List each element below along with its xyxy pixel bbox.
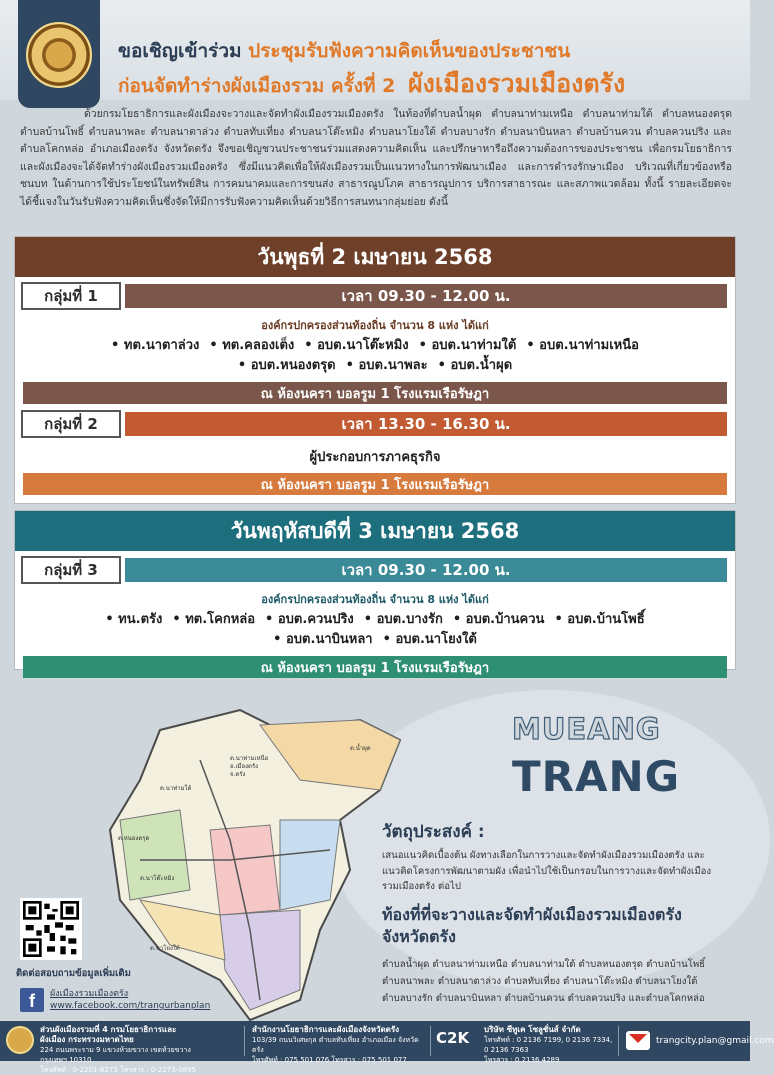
org-item: • ทต.โคกหล่อ — [172, 610, 255, 630]
org-item: • อบต.บ้านโพธิ์ — [554, 610, 644, 630]
department-seal-icon — [26, 22, 92, 88]
map-label: ต.นาโยงใต้ — [150, 945, 180, 952]
gmail-icon — [626, 1031, 650, 1050]
facebook-link[interactable] — [50, 988, 210, 1012]
group3-venue: ณ ห้องนครา บอลรูม 1 โรงแรมเรือรัษฎา — [23, 656, 727, 678]
map-label: ต.หนองตรุด — [118, 835, 150, 842]
brand-trang: TRANG — [512, 752, 681, 801]
org-item: • อบต.นาพละ — [346, 356, 428, 376]
facebook-icon[interactable]: f — [20, 988, 44, 1012]
footer-org2-name: สำนักงานโยธาธิการและผังเมืองจังหวัดตรัง — [252, 1025, 400, 1034]
org-item: • อบต.บางรัก — [364, 610, 443, 630]
map-label: อ.เมืองตรัง — [230, 763, 259, 770]
footer-org3-fax: โทรสาร : 0 2136 4289 — [484, 1056, 560, 1064]
map-illustration — [100, 700, 430, 1030]
district-map — [100, 700, 430, 1030]
intro-paragraph: ด้วยกรมโยธาธิการและผังเมืองจะวางและจัดทำผังเมืองรวมเมืองตรัง ในท้องที่ตำบลน้ำผุด ตำบลนาท่ามเหนือ ตำบลนาท่ามใต้ ตำบลหนองตรุด ตำบลบ้านโพธิ์ ตำบลนาพละ ตำบลนาตาล่วง ตำบลทับเที่ยง ตำบลนาโต๊ะหมิง ตำบลนาโยงใต้ ตำบลบางรัก ตำบลนาบินหลา ตำบลบ้านควน ตำบลควนปริง และตำบลโคกหล่อ อำเภอเมืองตรัง จังหวัดตรัง จึงขอเชิญชวนประชาชนร่วมแสดงความคิดเห็น และปรึกษาหารือถึงความต้องการของประชาชน เพื่อกรมโยธาธิการและผังเมืองจะได้จัดทำร่างผังเมืองรวมเมืองตรัง ซึ่งมีแนวคิดเพื่อให้ผังเมืองรวมเป็นแนวทางในการพัฒนาเมือง และการดำรงรักษาเมือง บริเวณที่เกี่ยวข้องหรือชนบท ในด้านการใช้ประโยชน์ในทรัพย์สิน การคมนาคมและการขนส่ง สาธารณูปโภค สาธารณูปการ บริการสาธารณะ และสภาพแวดล้อม ทั้งนี้ รายละเอียดจะได้ชี้แจงในวันรับฟังความคิดเห็นซึ่งจัดให้มีการรับฟังความคิดเห็นด้วยวิธีการสนทนากลุ่มย่อย ดังนี้ — [20, 108, 732, 208]
map-label: ต.น้ำผุด — [350, 745, 371, 752]
org-item: • ทต.คลองเต็ง — [209, 336, 294, 356]
map-label: ต.นาท่ามเหนือ — [230, 755, 269, 762]
group3-label: กลุ่มที่ 3 — [21, 556, 121, 584]
facebook-url: www.facebook.com/trangurbanplan — [50, 1001, 211, 1011]
group1-time: เวลา 09.30 - 12.00 น. — [125, 284, 727, 308]
contact-email[interactable]: trangcity.plan@gmail.com — [656, 1036, 774, 1046]
objective-title: วัตถุประสงค์ : — [382, 822, 485, 842]
objective-text: เสนอแนวคิดเบื้องต้น ผังทางเลือกในการวางและจัดทำผังเมืองรวมเมืองตรัง และแนวคิดโครงการพัฒนาตามผัง เพื่อนำไปใช้เป็นกรอบในการวางและจัดทำผังเมืองรวมเมืองตรัง ต่อไป — [382, 850, 712, 892]
facebook-page-name: ผังเมืองรวมเมืองตรัง — [50, 989, 129, 999]
org-item: • อบต.ควนปริง — [265, 610, 354, 630]
group2-venue: ณ ห้องนครา บอลรูม 1 โรงแรมเรือรัษฎา — [23, 473, 727, 495]
footer — [0, 1021, 774, 1074]
footer-org1-address: 224 ถนนพระราม 9 แขวงห้วยขวาง เขตห้วยขวาง กรุงเทพฯ 10310 — [40, 1046, 191, 1064]
footer-org3-tel: โทรศัพท์ : 0 2136 7199, 0 2136 7334, 0 2136 7363 — [484, 1036, 613, 1054]
map-region-west — [120, 810, 190, 900]
map-label: ต.นาท่ามใต้ — [160, 785, 192, 792]
logo-tab — [18, 0, 100, 108]
footer-org1 — [40, 1025, 200, 1075]
department-seal-icon — [6, 1026, 34, 1054]
footer-org3-name: บริษัท ซีทูเค โซลูชั่นส์ จำกัด — [484, 1025, 581, 1034]
map-label: จ.ตรัง — [230, 771, 246, 778]
org-item: • อบต.นาโต๊ะหมิง — [304, 336, 408, 356]
group2-audience: ผู้ประกอบการภาคธุรกิจ — [309, 450, 441, 465]
org-item: • อบต.นาท่ามเหนือ — [526, 336, 639, 356]
group1-org-heading: องค์กรปกครองส่วนท้องถิ่น จำนวน 8 แห่ง ได้แก่ — [261, 319, 489, 332]
org-item: • อบต.บ้านควน — [453, 610, 545, 630]
group2-row — [15, 410, 735, 438]
c2k-logo: C2K — [436, 1029, 470, 1047]
draft-round: ก่อนจัดทำร่างผังเมืองรวม ครั้งที่ 2 — [118, 75, 396, 97]
area-text: ตำบลน้ำผุด ตำบลนาท่ามเหนือ ตำบลนาท่ามใต้ ตำบลหนองตรุด ตำบลบ้านโพธิ์ ตำบลนาพละ ตำบลนาตาล่วง ตำบลทับเที่ยง ตำบลนาโต๊ะหมิง ตำบลนาโยงใต้ ตำบลบางรัก ตำบลนาบินหลา ตำบลบ้านควน ตำบลควนปริง และตำบลโคกหล่อ — [382, 959, 706, 1004]
footer-org3 — [484, 1025, 614, 1065]
header — [0, 0, 750, 100]
day1-title: วันพุธที่ 2 เมษายน 2568 — [15, 237, 735, 277]
group1-row — [15, 282, 735, 310]
footer-org1-name: ส่วนผังเมืองรวมที่ 4 กรมโยธาธิการและผังเมือง กระทรวงมหาดไทย — [40, 1025, 177, 1044]
group3-time: เวลา 09.30 - 12.00 น. — [125, 558, 727, 582]
group3-row — [15, 556, 735, 584]
group1-venue: ณ ห้องนครา บอลรูม 1 โรงแรมเรือรัษฎา — [23, 382, 727, 404]
header-line-2 — [118, 64, 625, 104]
footer-org1-tel: โทรศัพท์ : 0-2201-8273 โทรสาร : 0-2273-0895 — [40, 1066, 197, 1074]
group2-time: เวลา 13.30 - 16.30 น. — [125, 412, 727, 436]
org-item: • อบต.นาบินหลา — [273, 630, 372, 650]
footer-org2 — [252, 1025, 428, 1065]
group2-label: กลุ่มที่ 2 — [21, 410, 121, 438]
plan-name: ผังเมืองรวมเมืองตรัง — [408, 69, 626, 98]
footer-divider — [244, 1026, 245, 1056]
meeting-title: ประชุมรับฟังความคิดเห็นของประชาชน — [248, 40, 571, 62]
map-region-center — [210, 825, 280, 915]
group1-org-list — [15, 334, 735, 376]
org-item: • อบต.หนองตรุด — [238, 356, 336, 376]
day2-title: วันพฤหัสบดีที่ 3 เมษายน 2568 — [15, 511, 735, 551]
qr-label: ติดต่อสอบถามข้อมูลเพิ่มเติม — [16, 968, 131, 979]
header-line-1 — [118, 36, 570, 66]
group3-org-heading: องค์กรปกครองส่วนท้องถิ่น จำนวน 8 แห่ง ได้แก่ — [261, 593, 489, 606]
footer-org2-address: 103/39 ถนนวิเศษกุล ตำบลทับเที่ยง อำเภอเมือง จังหวัดตรัง — [252, 1036, 419, 1054]
org-item: • ทต.นาตาล่วง — [111, 336, 199, 356]
org-item: • ทน.ตรัง — [105, 610, 162, 630]
org-item: • อบต.น้ำผุด — [438, 356, 513, 376]
footer-divider — [430, 1026, 431, 1056]
group1-label: กลุ่มที่ 1 — [21, 282, 121, 310]
org-item: • อบต.นาท่ามใต้ — [419, 336, 517, 356]
map-label: ต.นาโต๊ะหมิง — [140, 875, 175, 882]
day2-schedule — [14, 510, 736, 676]
qr-code-icon[interactable] — [20, 898, 82, 960]
footer-org2-tel: โทรศัพท์ : 075 501 076 โทรสาร : 075 501 077 — [252, 1056, 407, 1064]
invite-text: ขอเชิญเข้าร่วม — [118, 40, 242, 62]
brand-mueang: MUEANG — [512, 712, 661, 746]
area-title: ท้องที่ที่จะวางและจัดทำผังเมืองรวมเมืองตรัง จังหวัดตรัง — [382, 905, 682, 946]
qr-code-graphic — [23, 901, 79, 957]
org-item: • อบต.นาโยงใต้ — [383, 630, 477, 650]
footer-divider — [618, 1026, 619, 1056]
day1-schedule — [14, 236, 736, 504]
group3-org-list — [15, 608, 735, 650]
